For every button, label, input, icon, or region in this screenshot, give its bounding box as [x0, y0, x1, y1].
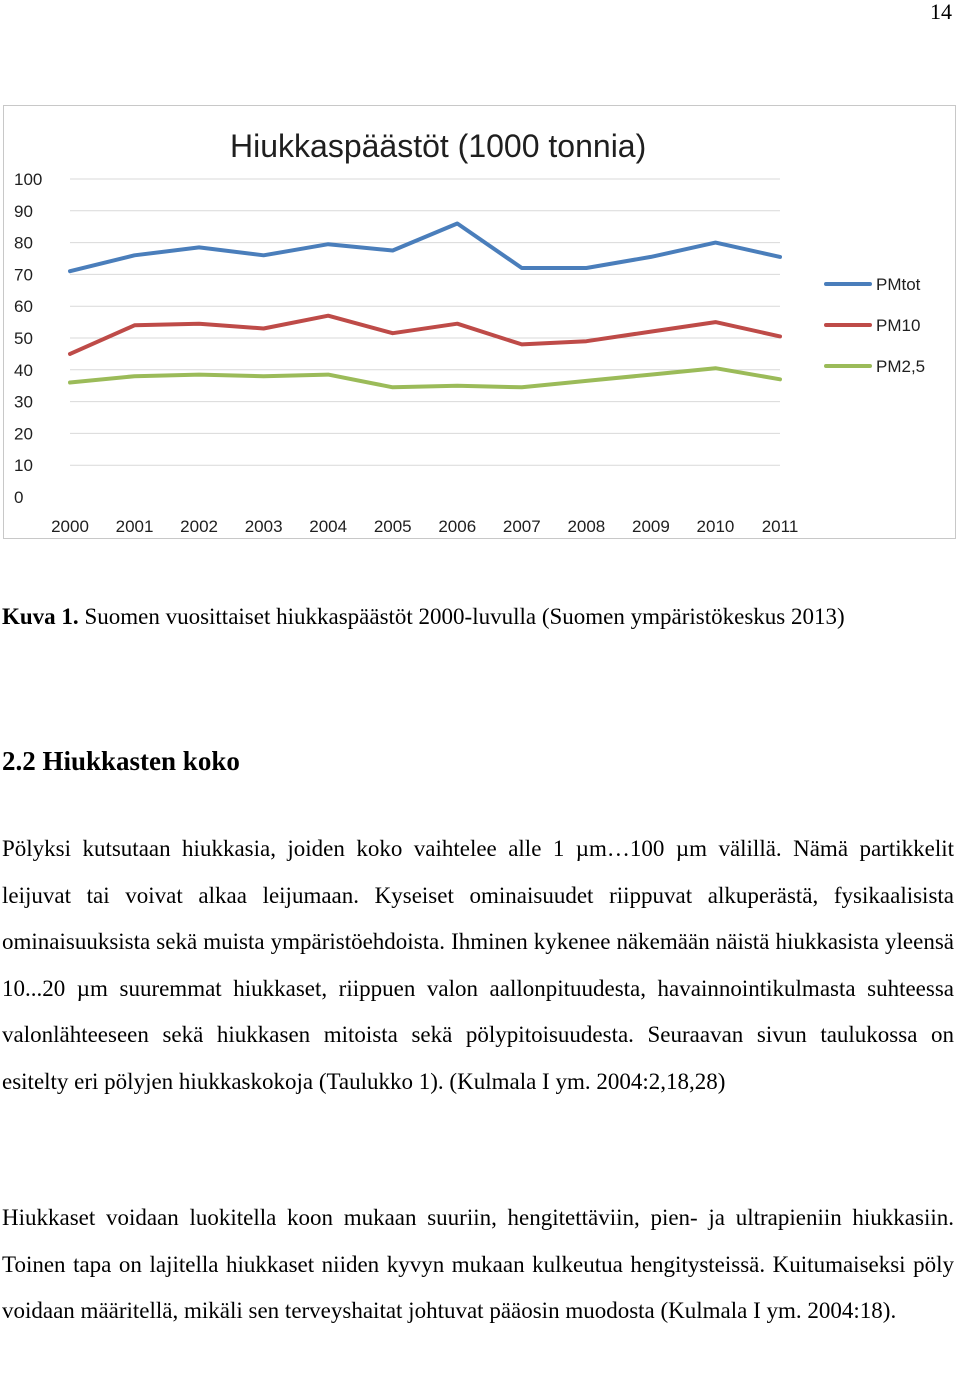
emissions-line-chart [4, 106, 957, 540]
y-tick-label: 60 [14, 297, 33, 317]
y-tick-label: 40 [14, 360, 33, 380]
y-tick-label: 20 [14, 424, 33, 444]
y-tick-label: 100 [14, 170, 43, 189]
y-tick-label: 70 [14, 265, 33, 285]
legend-label: PMtot [876, 275, 921, 294]
caption-text: Suomen vuosittaiset hiukkaspäästöt 2000-luvulla (Suomen ympäristökeskus 2013) [78, 604, 845, 629]
legend-label: PM2,5 [876, 357, 926, 376]
y-tick-label: 10 [14, 456, 33, 476]
x-tick-label: 2001 [115, 517, 154, 536]
x-tick-label: 2006 [438, 517, 477, 536]
figure-caption [2, 594, 956, 640]
x-tick-label: 2004 [309, 517, 348, 536]
x-tick-label: 2007 [502, 517, 541, 536]
chart-title: Hiukkaspäästöt (1000 tonnia) [230, 128, 647, 164]
x-tick-label: 2009 [631, 517, 670, 536]
legend-label: PM10 [876, 316, 921, 335]
x-tick-label: 2002 [180, 517, 219, 536]
x-tick-label: 2010 [696, 517, 735, 536]
series-line-3 [70, 368, 780, 387]
paragraph-1: Pölyksi kutsutaan hiukkasia, joiden koko vaihtelee alle 1 µm…100 µm välillä. Nämä partikkelit leijuvat tai voivat alkaa leijumaan. Kyseiset ominaisuudet riippuvat alkuperästä, fysikaalisista ominaisuuksista sekä muista ympäristöehdoista. Ihminen kykenee näkemään näistä hiukkasista yleensä 10...20 µm suuremmat hiukkaset, riippuen valon aallonpituudesta, havainnointikulmasta suhteessa valonlähteeseen sekä hiukkasen mitoista sekä pölypitoisuudesta. Seuraavan sivun taulukossa on esitelty eri pölyjen hiukkaskokoja (Taulukko 1). (Kulmala I ym. 2004:2,18,28) [2, 836, 954, 1094]
x-tick-label: 2000 [51, 517, 89, 536]
y-tick-label: 80 [14, 233, 33, 253]
x-tick-label: 2005 [373, 517, 412, 536]
x-tick-label: 2008 [567, 517, 606, 536]
y-tick-label: 0 [14, 488, 24, 507]
y-tick-label: 30 [14, 392, 33, 412]
series-line-2 [70, 316, 780, 354]
chart-frame [3, 105, 956, 539]
section-heading: 2.2 Hiukkasten koko [2, 746, 240, 776]
y-tick-label: 50 [14, 329, 33, 348]
caption-label: Kuva 1. [2, 604, 79, 629]
paragraph-2: Hiukkaset voidaan luokitella koon mukaan suuriin, hengitettäviin, pien- ja ultrapieniin hiukkasiin. Toinen tapa on lajitella hiukkaset niiden kyvyn mukaan kulkeutua hengitysteissä. Kuitumaiseksi pöly voidaan määritellä, mikäli sen terveyshaitat johtuvat pääosin muodosta (Kulmala I ym. 2004:18). [2, 1205, 954, 1323]
x-tick-label: 2003 [244, 517, 283, 536]
y-tick-label: 90 [14, 201, 33, 221]
series-line-1 [70, 224, 780, 272]
x-tick-label: 2011 [761, 517, 799, 536]
page-number: 14 [930, 0, 952, 24]
